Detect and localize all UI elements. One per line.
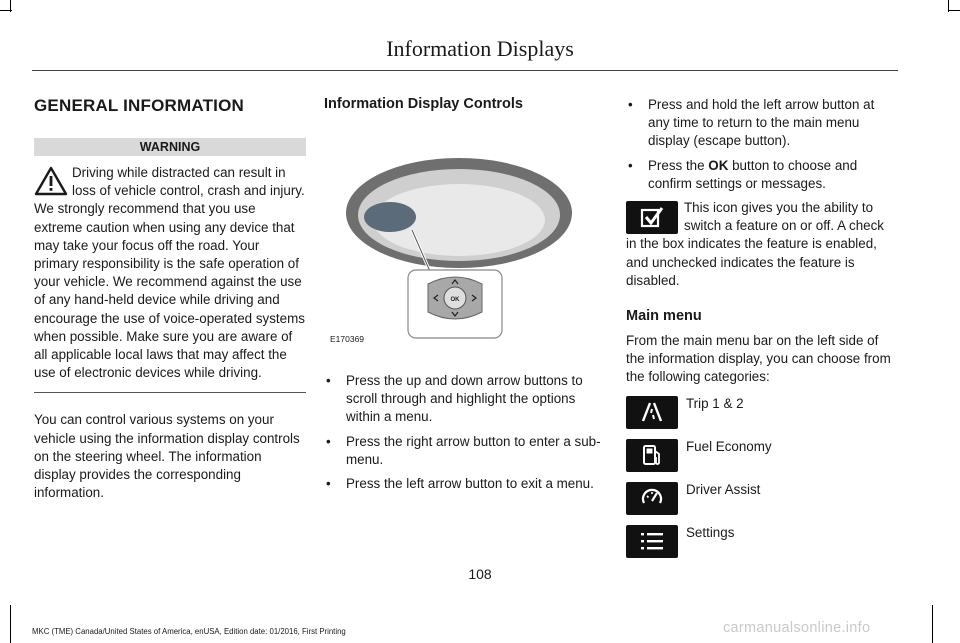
ok-button-label: OK: [450, 297, 460, 303]
warning-text: Driving while distracted can result in loss of vehicle control, crash and injury. We strongly recommend that you use extreme caution when using any device that may take your focus off the road. Your primary responsibility is the safe operation of your vehicle. We recommend against the use of any hand-held device while driving and encourage the use of voice-operated systems when possible. Make sure you are aware of all applicable local laws that may affect the use of electronic devices while driving.: [34, 165, 305, 381]
crop-mark: [932, 605, 933, 643]
control-bullets: [324, 372, 602, 493]
page-title: Information Displays: [386, 36, 574, 61]
crop-mark: [0, 10, 12, 11]
category-item: [626, 525, 896, 568]
right-bullets: [626, 96, 896, 193]
main-menu-heading: Main menu: [626, 308, 702, 325]
gauge-icon: [626, 482, 678, 515]
checkbox-icon: [626, 201, 678, 234]
body-text: You can control various systems on your vehicle using the information display controls on the steering wheel. The information display provides the corresponding information.: [34, 412, 300, 501]
check-text: This icon gives you the ability to switch a feature on or off. A check in the box indicates the feature is enabled, and unchecked indicates the feature is disabled.: [626, 200, 884, 288]
section-subheading: Information Display Controls: [324, 96, 523, 112]
crop-mark: [948, 10, 960, 11]
list-item: [626, 157, 896, 193]
category-label: Trip 1 & 2: [686, 395, 744, 411]
road-icon: [626, 396, 678, 429]
warning-block: [34, 164, 306, 382]
page-number: 108: [468, 566, 492, 582]
check-block: [626, 199, 896, 290]
warning-triangle-icon: [34, 166, 68, 196]
left-column: [34, 96, 306, 502]
category-label: Settings: [686, 524, 735, 540]
middle-column: [324, 96, 602, 499]
figure-code: E170369: [330, 334, 365, 344]
bullet-text: button to choose and confirm settings or messages.: [648, 157, 858, 191]
category-label: Driver Assist: [686, 481, 761, 497]
category-item: [626, 439, 896, 482]
footer-text: MKC (TME) Canada/United States of America, enUSA, Edition date: 01/2016, First Printing: [32, 627, 346, 636]
list-item: • Press and hold the left arrow button at any time to return to the main menu display (escape button).: [626, 96, 896, 151]
category-item: [626, 396, 896, 439]
category-item: [626, 482, 896, 525]
header-divider: [32, 70, 898, 71]
category-list: [626, 396, 896, 568]
fuel-pump-icon: [626, 439, 678, 472]
list-item: • Press the right arrow button to enter a sub-menu.: [324, 433, 602, 469]
warning-label: WARNING: [34, 138, 306, 156]
category-label: Fuel Economy: [686, 438, 772, 454]
right-column: [626, 96, 896, 568]
list-item: • Press the left arrow button to exit a menu.: [324, 475, 602, 493]
bullet-text: Press the: [648, 157, 709, 173]
divider: [34, 392, 306, 393]
watermark: carmanualsonline.info: [723, 620, 871, 636]
ok-label: OK: [708, 157, 729, 173]
controls-figure: [324, 158, 586, 344]
list-icon: [626, 525, 678, 558]
list-item: • Press the up and down arrow buttons to scroll through and highlight the options within a menu.: [324, 372, 602, 427]
cluster-illustration: [324, 158, 586, 344]
section-heading: GENERAL INFORMATION: [34, 96, 244, 115]
main-menu-text: From the main menu bar on the left side of the information display, you can choose from the following categories:: [626, 333, 891, 385]
crop-mark: [10, 605, 11, 643]
